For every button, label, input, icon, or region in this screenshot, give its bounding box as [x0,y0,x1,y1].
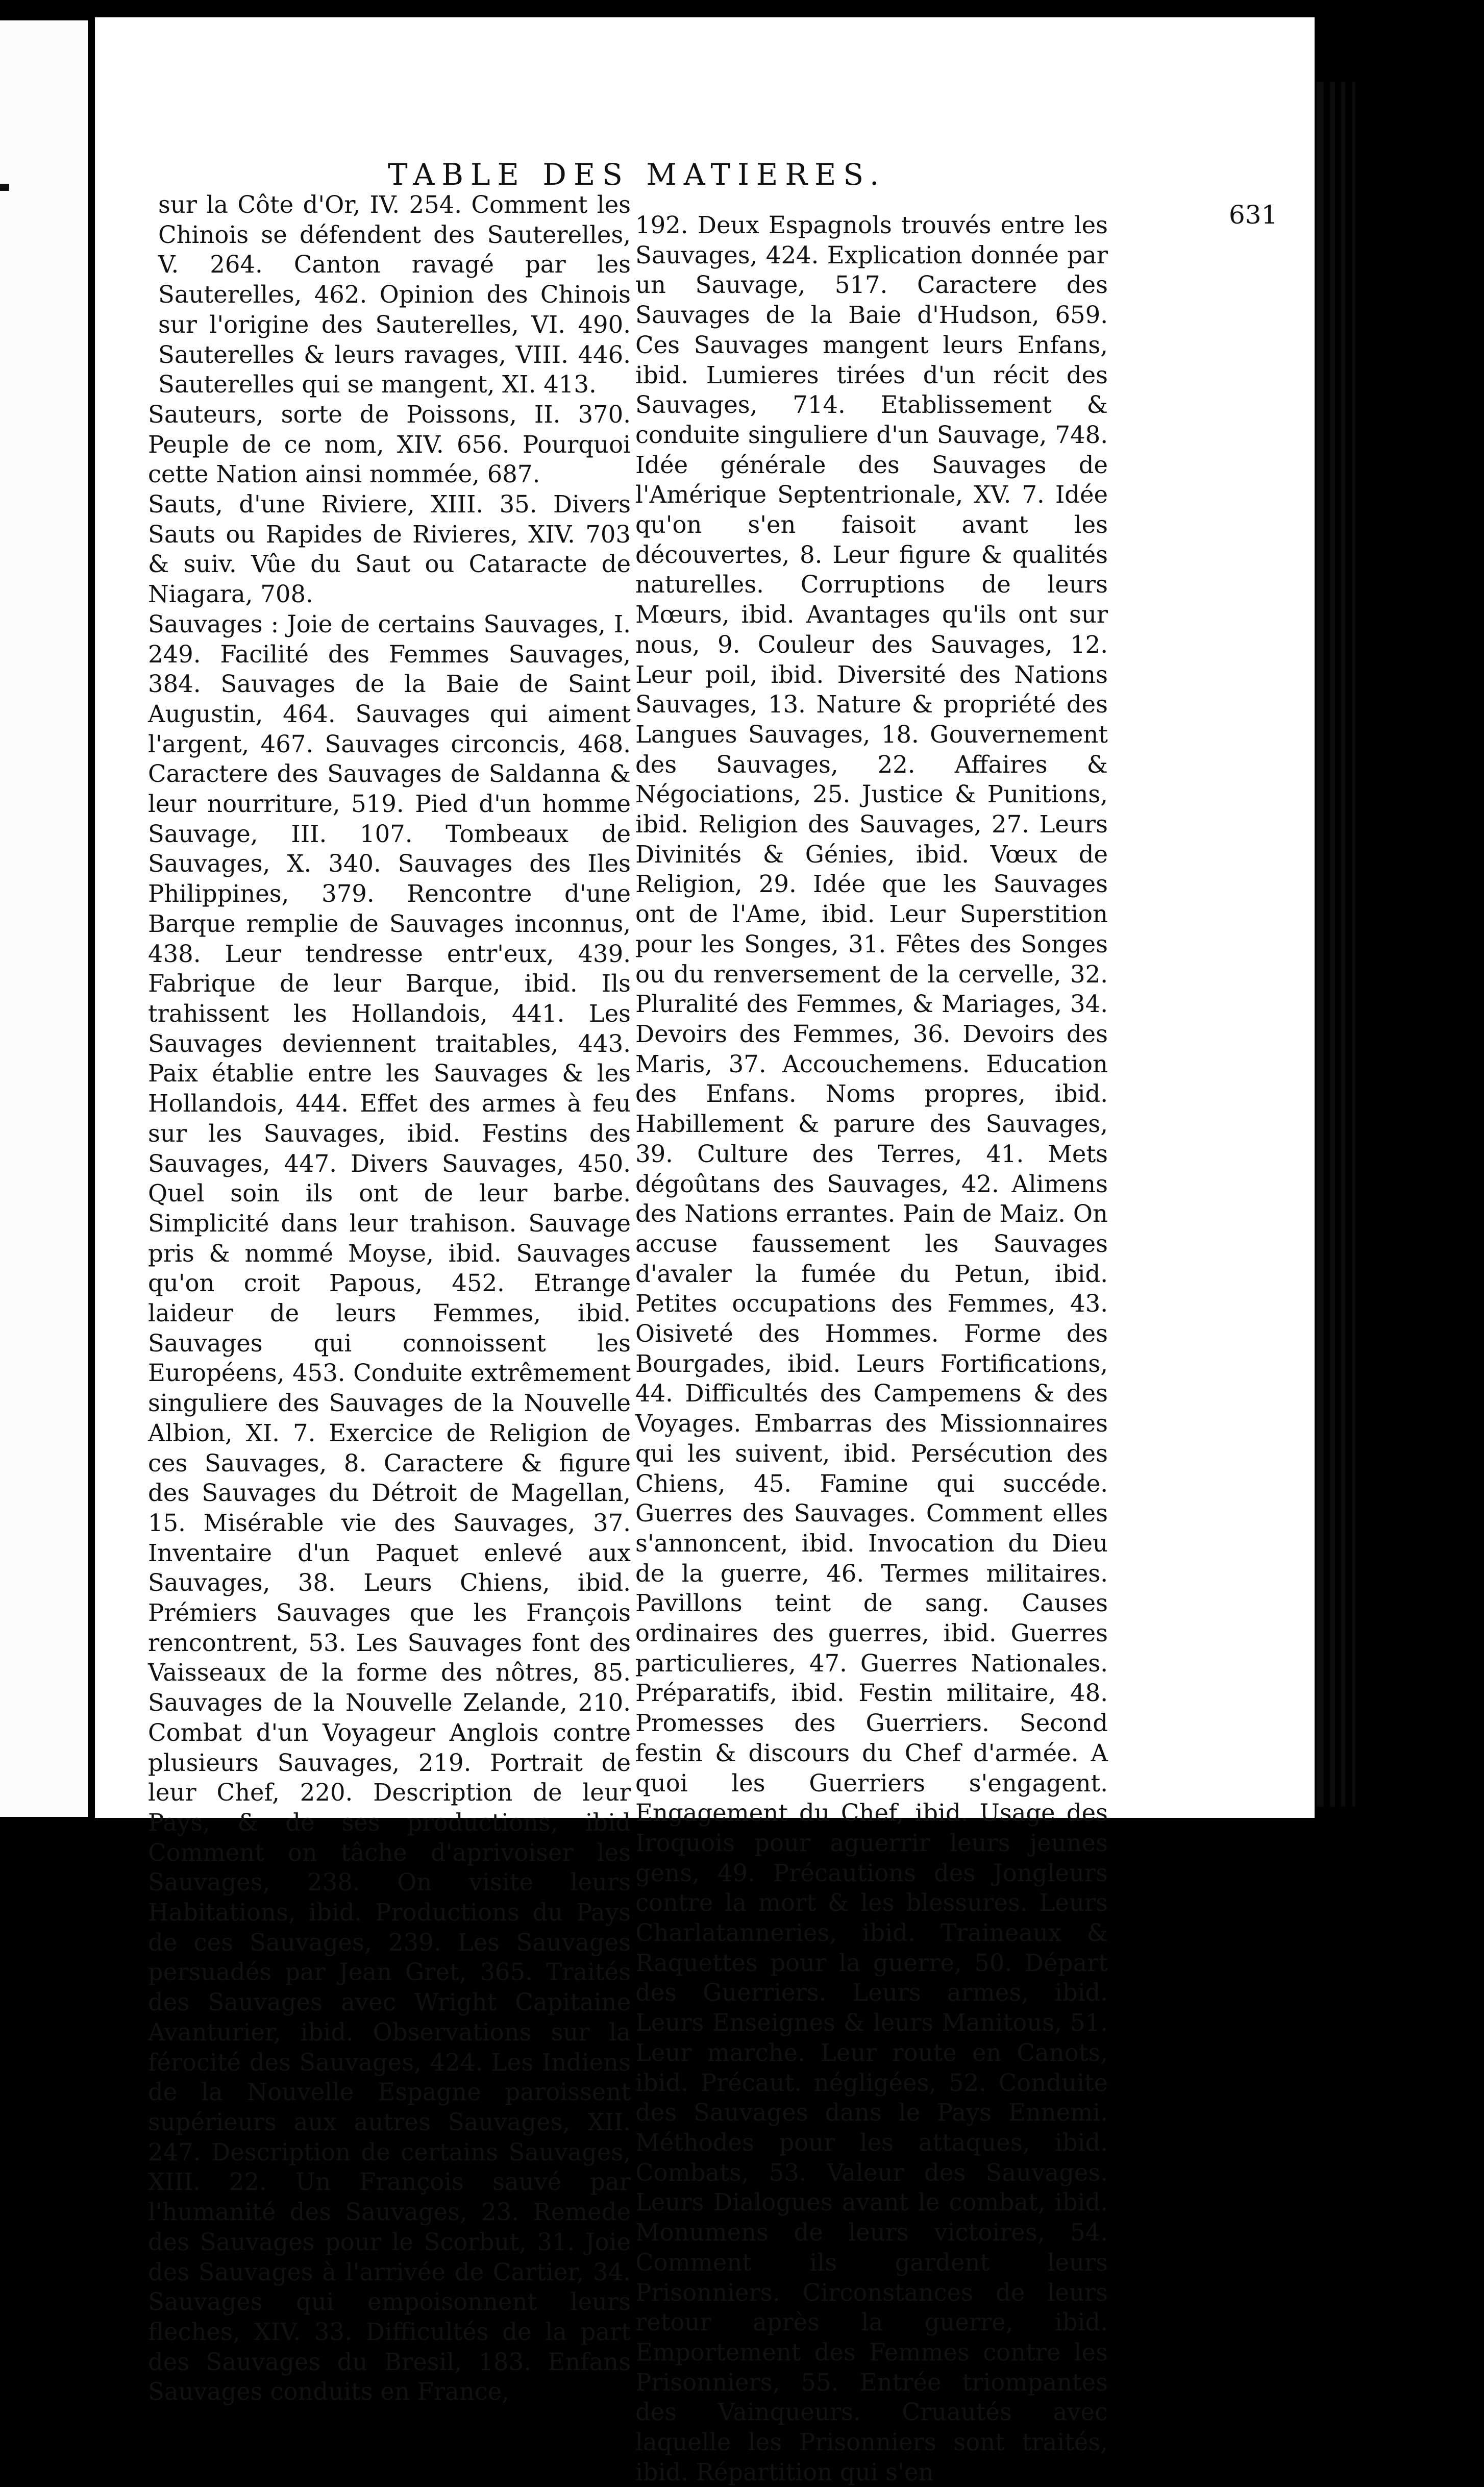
index-column-left [148,190,631,2407]
facing-page-mark [0,184,9,191]
running-title: TABLE DES MATIERES. [388,157,886,192]
index-entry: Sauts, d'une Riviere, XIII. 35. Divers Sauts ou Rapides de Rivieres, XIV. 703 & suiv. Vûe du Saut ou Cataracte de Niagara, 708. [148,490,631,608]
index-entry: Sauvages : Joie de certains Sauvages, I. 249. Facilité des Femmes Sauvages, 384. Sauvages de la Baie de Saint Augustin, 464. Sauvages qui aiment l'argent, 467. Sauvages circoncis, 468. Caractere des Sauvages de Saldanna & leur nourriture, 519. Pied d'un homme Sauvage, III. 107. Tombeaux de Sauvages, X. 340. Sauvages des Iles Philippines, 379. Rencontre d'une Barque remplie de Sauvages inconnus, 438. Leur tendresse entr'eux, 439. Fabrique de leur Barque, ibid. Ils trahissent les Hollandois, 441. Les Sauvages deviennent traitables, 443. Paix établie entre les Sauvages & les Hollandois, 444. Effet des armes à feu sur les Sauvages, ibid. Festins des Sauvages, 447. Divers Sauvages, 450. Quel soin ils ont de leur barbe. Simplicité dans leur trahison. Sauvage pris & nommé Moyse, ibid. Sauvages qu'on croit Papous, 452. Etrange laideur de leurs Femmes, ibid. Sauvages qui connoissent les Européens, 453. Conduite extrêmement singuliere des Sauvages de la Nouvelle Albion, XI. 7. Exercice de Religion de ces Sauvages, 8. Caractere & figure des Sauvages du Détroit de Magellan, 15. Misérable vie des Sauvages, 37. Inventaire d'un Paquet enlevé aux Sauvages, 38. Leurs Chiens, ibid. Prémiers Sauvages que les François rencontrent, 53. Les Sauvages font des Vaisseaux de la forme des nôtres, 85. Sauvages de la Nouvelle Zelande, 210. Combat d'un Voyageur Anglois contre plusieurs Sauvages, 219. Portrait de leur Chef, 220. Description de leur Pays, & de ses productions, ibid Comment on tâche d'aprivoiser les Sauvages, 238. On visite leurs Habitations, ibid. Productions du Pays de ces Sauvages, 239. Les Sauvages persuadés par Jean Gret, 365. Traités des Sauvages avec Wright Capitaine Avanturier, ibid. Observations sur la férocité des Sauvages, 424. Les Indiens de la Nouvelle Espagne paroissent supérieurs aux autres Sauvages, XII. 247. Description de certains Sauvages, XIII. 22. Un François sauvé par l'humanité des Sauvages, 23. Remede des Sauvages pour le Scorbut, 31. Joie des Sauvages à l'arrivée de Cartier, 34. Sauvages qui empoisonnent leurs fleches, XIV. 33. Difficultés de la part des Sauvages du Bresil, 183. Enfans Sauvages conduits en France, [148,610,631,2406]
index-column-right [625,210,1108,2487]
page-stack-edge [1352,82,1355,1807]
facing-page-edge [0,20,88,1817]
index-entry: Sauteurs, sorte de Poissons, II. 370. Peuple de ce nom, XIV. 656. Pourquoi cette Nation ainsi nommée, 687. [148,400,631,488]
page-stack-edge [1330,82,1335,1807]
page-stack-edge [1341,82,1345,1807]
index-entry: 192. Deux Espagnols trouvés entre les Sauvages, 424. Explication donnée par un Sauvage, 517. Caractere des Sauvages de la Baie d'Hudson, 659. Ces Sauvages mangent leurs Enfans, ibid. Lumieres tirées d'un récit des Sauvages, 714. Etablissement & conduite singuliere d'un Sauvage, 748. Idée générale des Sauvages de l'Amérique Septentrionale, XV. 7. Idée qu'on s'en faisoit avant les découvertes, 8. Leur figure & qualités naturelles. Corruptions de leurs Mœurs, ibid. Avantages qu'ils ont sur nous, 9. Couleur des Sauvages, 12. Leur poil, ibid. Diversité des Nations Sauvages, 13. Nature & propriété des Langues Sauvages, 18. Gouvernement des Sauvages, 22. Affaires & Négociations, 25. Justice & Punitions, ibid. Religion des Sauvages, 27. Leurs Divinités & Génies, ibid. Vœux de Religion, 29. Idée que les Sauvages ont de l'Ame, ibid. Leur Superstition pour les Songes, 31. Fêtes des Songes ou du renversement de la cervelle, 32. Pluralité des Femmes, & Mariages, 34. Devoirs des Femmes, 36. Devoirs des Maris, 37. Accouchemens. Education des Enfans. Noms propres, ibid. Habillement & parure des Sauvages, 39. Culture des Terres, 41. Mets dégoûtans des Sauvages, 42. Alimens des Nations errantes. Pain de Maiz. On accuse faussement les Sauvages d'avaler la fumée du Petun, ibid. Petites occupations des Femmes, 43. Oisiveté des Hommes. Forme des Bourgades, ibid. Leurs Fortifications, 44. Difficultés des Campemens & des Voyages. Embarras des Missionnaires qui les suivent, ibid. Persécution des Chiens, 45. Famine qui succéde. Guerres des Sauvages. Comment elles s'annoncent, ibid. Invocation du Dieu de la guerre, 46. Termes militaires. Pavillons teint de sang. Causes ordinaires des guerres, ibid. Guerres particulieres, 47. Guerres Nationales. Préparatifs, ibid. Festin militaire, 48. Promesses des Guerriers. Second festin & discours du Chef d'armée. A quoi les Guerriers s'engagent. Engagement du Chef, ibid. Usage des Iroquois pour aguerrir leurs jeunes gens, 49. Précautions des Jongleurs contre la mort & les blessures. Leurs Charlatanneries, ibid. Traineaux & Raquettes pour la guerre, 50. Départ des Guerriers. Leurs armes, ibid. Leurs Enseignes & leurs Manitous, 51. Leur marche. Leur route en Canots, ibid. Précaut. négligées, 52. Conduite des Sauvages dans le Pays Ennemi. Méthodes pour les attaques, ibid. Combats, 53. Valeur des Sauvages. Leurs Dialogues avant le combat, ibid. Monumens de leurs victoires, 54. Comment ils gardent leurs Prisonniers. Circonstances de leurs retour après la guerre, ibid. Emportement des Femmes contre les Prisonniers, 55. Entrée triompantes des Vainqueurs. Cruautés avec laquelle les Prisonniers sont traités, ibid. Répartition qui s'en [635,211,1108,2486]
page-number: 631 [1229,200,1278,230]
index-entry: sur la Côte d'Or, IV. 254. Comment les Chinois se défendent des Sauterelles, V. 264. Canton ravagé par les Sauterelles, 462. Opinion des Chinois sur l'origine des Sauterelles, VI. 490. Sauterelles & leurs ravages, VIII. 446. Sauterelles qui se mangent, XI. 413. [158,191,631,399]
page-stack-edge [1317,82,1324,1807]
